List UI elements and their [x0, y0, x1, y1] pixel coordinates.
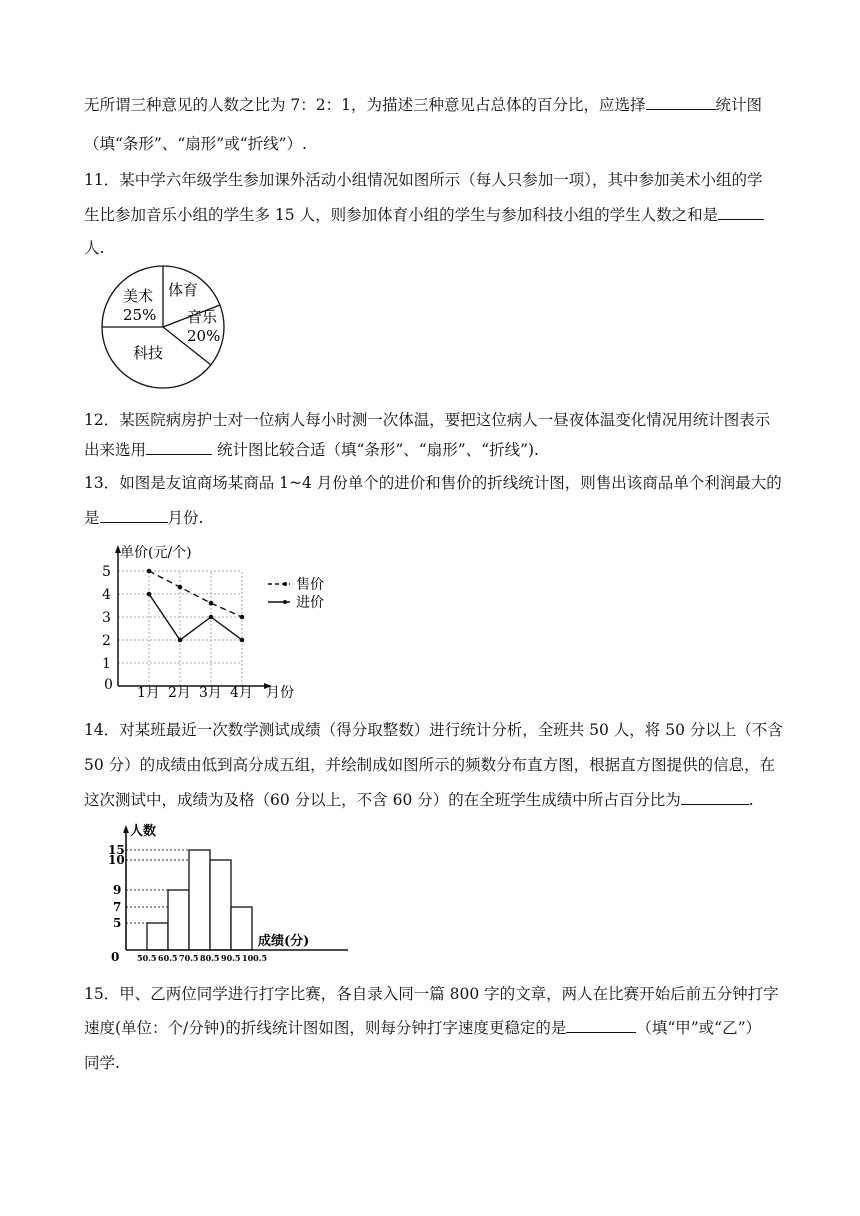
y-tick-label: 1 — [102, 656, 111, 672]
text-line-1 — [84, 95, 762, 115]
question-14-line-3 — [84, 790, 754, 810]
question-13-line-1: 13．如图是友谊商场某商品 1~4 月份单个的进价和售价的折线统计图，则售出该商品单个利润最大的 — [84, 474, 782, 492]
line-chart-x-ticks — [137, 685, 253, 701]
series-point — [209, 601, 214, 606]
series-point — [240, 638, 245, 643]
question-14-line-3b: . — [748, 791, 754, 809]
question-12-line-1: 12．某医院病房护士对一位病人每小时测一次体温，要把这位病人一昼夜体温变化情况用统计图表示 — [84, 411, 771, 429]
y-tick-label: 2 — [102, 633, 111, 649]
answer-blank — [681, 790, 749, 805]
line-chart-y-ticks — [102, 564, 113, 693]
line-chart-legend — [268, 576, 324, 611]
question-14-line-3a: 这次测试中，成绩为及格（60 分以上，不含 60 分）的在全班学生成绩中所占百分比为 — [84, 791, 681, 809]
histogram-bar — [168, 890, 189, 950]
histogram-bar — [210, 860, 231, 950]
histogram-bar — [147, 923, 168, 950]
x-tick-label: 100.5 — [242, 953, 268, 963]
histogram-bar — [231, 907, 252, 950]
pie-label-keji: 科技 — [133, 344, 164, 362]
question-15-line-2 — [84, 1018, 761, 1038]
question-11-line-3: 人. — [84, 239, 105, 257]
pie-label-meishu-pct: 25% — [123, 306, 157, 324]
answer-blank — [566, 1018, 636, 1033]
y-tick-label: 10 — [108, 853, 125, 867]
question-11-line-2-text: 生比参加音乐小组的学生多 15 人，则参加体育小组的学生与参加科技小组的学生人数之和是 — [84, 206, 719, 224]
question-15-line-2a: 速度(单位：个/分钟)的折线统计图如图，则每分钟打字速度更稳定的是 — [84, 1019, 567, 1037]
x-tick-label: 60.5 — [158, 953, 178, 963]
question-14-line-1: 14．对某班最近一次数学测试成绩（得分取整数）进行统计分析，全班共 50 人，将 50 分以上（不含 — [84, 721, 783, 739]
question-11-line-1: 11．某中学六年级学生参加课外活动小组情况如图所示（每人只参加一项），其中参加美术小组的学 — [84, 171, 763, 189]
series-point — [178, 638, 183, 643]
histogram-bar — [189, 850, 210, 950]
histogram-ylabel: 人数 — [130, 824, 157, 839]
x-tick-label: 90.5 — [221, 953, 241, 963]
question-13-line-2a: 是 — [84, 509, 100, 527]
series-point — [178, 585, 183, 590]
histogram-bars — [147, 850, 252, 950]
x-tick-label: 80.5 — [200, 953, 220, 963]
y-tick-label: 15 — [108, 843, 125, 857]
pie-label-meishu: 美术 — [123, 287, 154, 305]
legend-label-jinjia: 进价 — [296, 595, 324, 611]
y-tick-label: 5 — [102, 564, 111, 580]
text-line-1a: 无所谓三种意见的人数之比为 7：2：1，为描述三种意见占总体的百分比，应选择 — [84, 96, 646, 114]
line-chart-ylabel: 单价(元/个) — [120, 545, 192, 561]
pie-label-tiyu: 体育 — [168, 281, 199, 299]
histogram-x-ticks — [137, 953, 267, 963]
question-12-line-2a: 出来选用 — [84, 441, 147, 459]
legend-solid-marker — [283, 600, 287, 604]
y-tick-label: 7 — [113, 900, 122, 914]
series-point — [209, 615, 214, 620]
question-15-line-2b: （填“甲”或“乙”） — [636, 1019, 762, 1037]
line-chart — [88, 540, 348, 702]
answer-blank — [146, 440, 212, 455]
pie-label-yinyue-pct: 20% — [187, 327, 221, 345]
y-tick-label: 4 — [102, 587, 111, 603]
question-15-line-3: 同学. — [84, 1054, 120, 1072]
answer-blank — [718, 205, 764, 220]
question-13-line-2 — [84, 508, 203, 528]
text-line-2: （填“条形”、“扇形”或“折线”）. — [84, 135, 307, 153]
x-tick-label: 3月 — [199, 685, 222, 701]
y-tick-label: 9 — [113, 883, 122, 897]
question-15-line-1: 15．甲、乙两位同学进行打字比赛，各自录入同一篇 800 字的文章，两人在比赛开始后前五分钟打字 — [84, 985, 779, 1003]
y-tick-label: 0 — [104, 677, 113, 693]
y-axis-arrow — [123, 825, 129, 833]
series-point — [147, 592, 152, 597]
pie-chart — [100, 265, 230, 395]
line-chart-series — [147, 569, 245, 643]
x-tick-label: 1月 — [137, 685, 160, 701]
legend-label-shoujia: 售价 — [296, 577, 324, 593]
text-line-1b: 统计图 — [715, 96, 763, 114]
answer-blank — [100, 508, 168, 523]
y-tick-label: 5 — [113, 916, 122, 930]
y-tick-label: 3 — [102, 610, 111, 626]
question-12-line-2b: 统计图比较合适（填“条形”、“扇形”、“折线”). — [212, 441, 539, 459]
histogram-y-ticks — [108, 843, 125, 930]
series-point — [147, 569, 152, 574]
question-11-line-2 — [84, 205, 764, 225]
histogram-chart — [108, 820, 348, 970]
series-point — [240, 615, 245, 620]
x-tick-label: 70.5 — [179, 953, 199, 963]
x-tick-label: 50.5 — [137, 953, 157, 963]
answer-blank — [646, 95, 716, 110]
question-13-line-2b: 月份. — [167, 509, 204, 527]
histogram-origin: 0 — [111, 950, 120, 964]
x-tick-label: 4月 — [230, 685, 253, 701]
question-12-line-2 — [84, 440, 539, 460]
question-14-line-2: 50 分）的成绩由低到高分成五组，并绘制成如图所示的频数分布直方图，根据直方图提供的信息，在 — [84, 756, 776, 774]
x-tick-label: 2月 — [168, 685, 191, 701]
line-chart-xlabel: 月份 — [266, 685, 294, 701]
pie-label-yinyue: 音乐 — [187, 308, 218, 326]
legend-dashed-marker — [283, 582, 287, 586]
histogram-xlabel: 成绩(分) — [258, 934, 310, 949]
